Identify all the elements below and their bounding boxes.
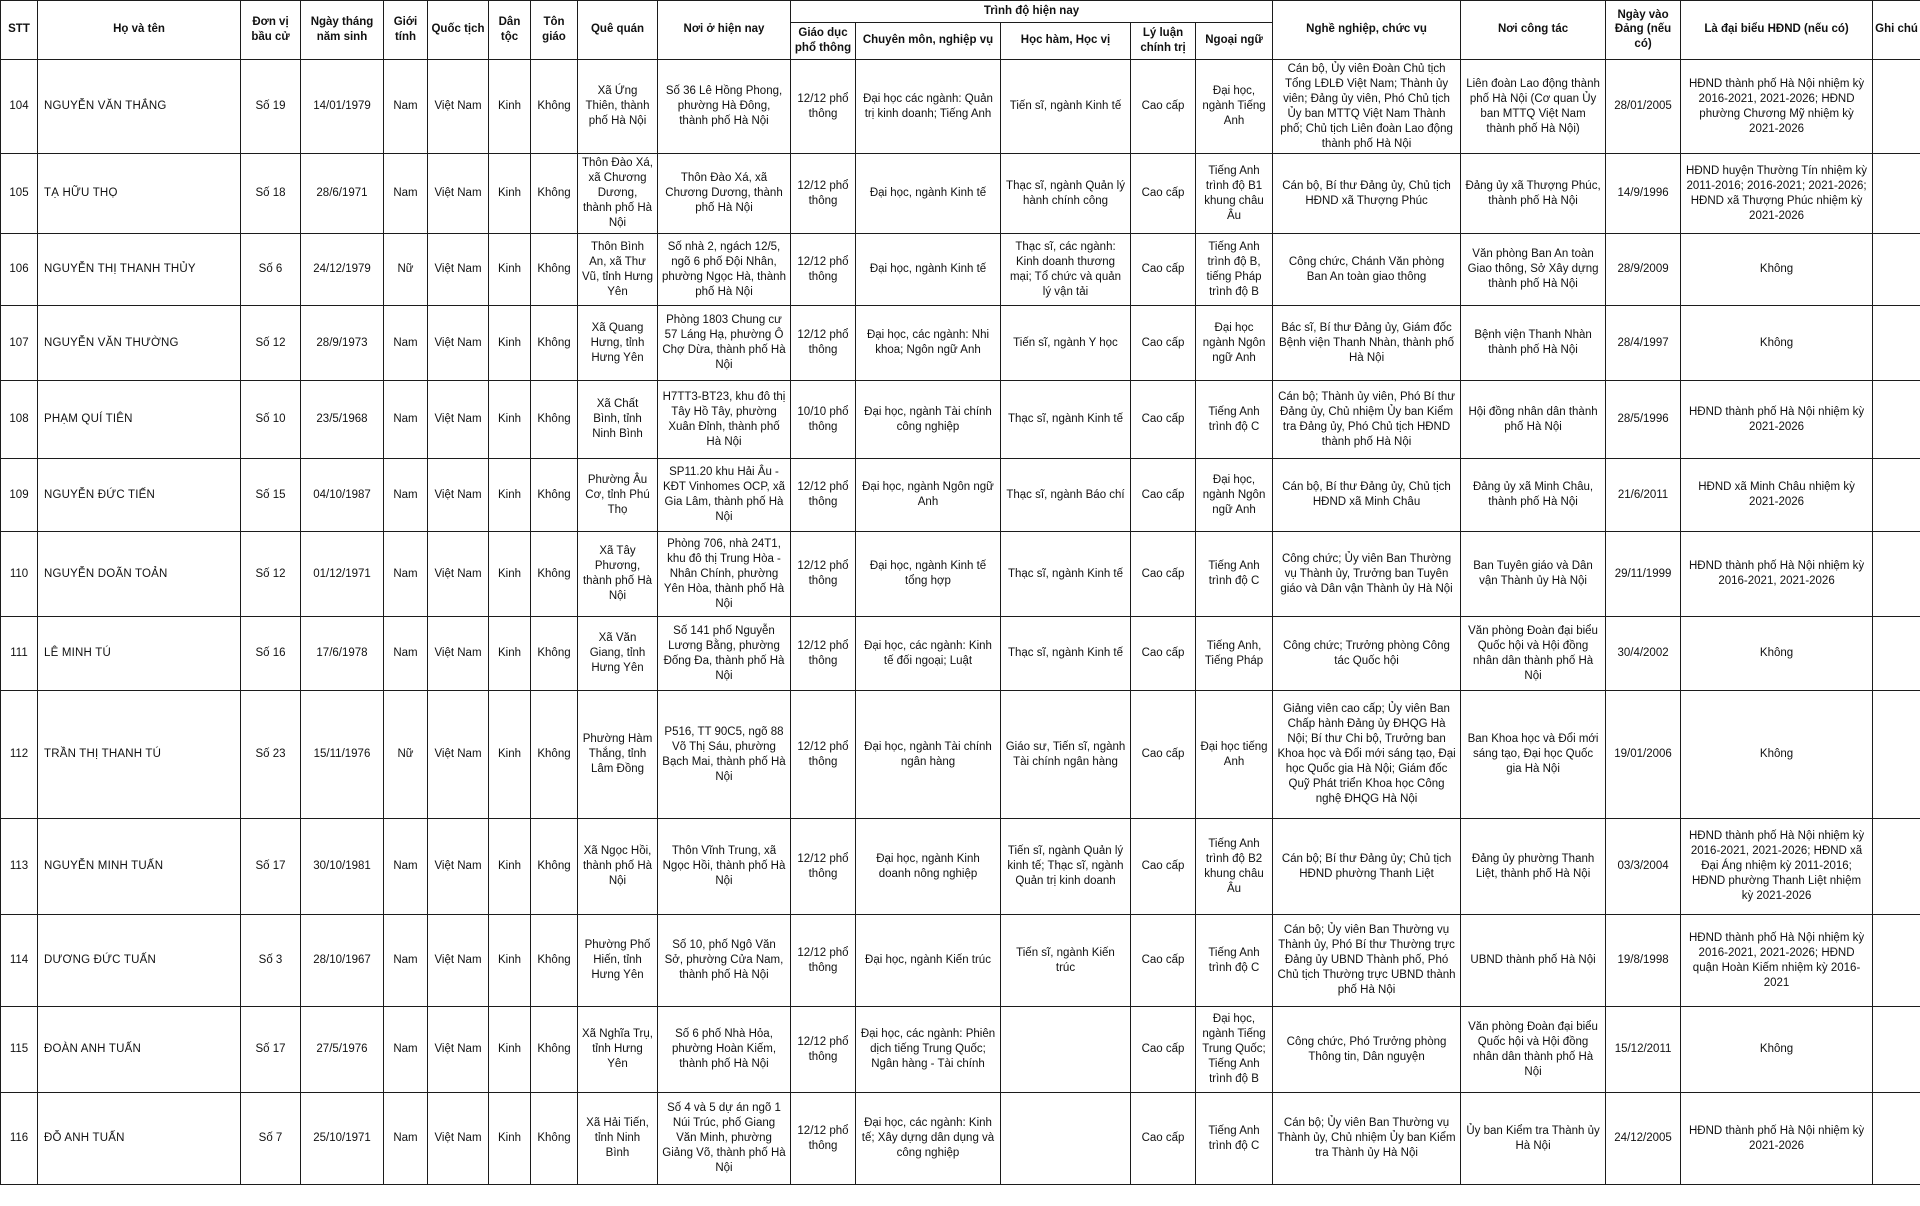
table-cell: Công chức, Chánh Văn phòng Ban An toàn giao thông: [1273, 234, 1461, 306]
table-cell: HĐND thành phố Hà Nội nhiệm kỳ 2016-2021, 2021-2026; HĐND xã Đại Áng nhiệm kỳ 2011-2016; HĐND phường Thanh Liệt nhiệm kỳ 2021-2026: [1681, 819, 1873, 915]
table-cell: Nam: [384, 381, 428, 459]
table-cell: 12/12 phổ thông: [791, 691, 856, 819]
table-cell: Số nhà 2, ngách 12/5, ngõ 6 phố Đội Nhân, phường Ngọc Hà, thành phố Hà Nội: [658, 234, 791, 306]
table-cell: Cao cấp: [1131, 691, 1196, 819]
table-cell: Giảng viên cao cấp; Ủy viên Ban Chấp hành Đảng ủy ĐHQG Hà Nội; Bí thư Chi bộ, Trưởng ban Khoa học và Đổi mới sáng tạo, Đại học Quốc gia Hà Nội; Giám đốc Quỹ Phát triển Khoa học Công nghệ ĐHQG Hà Nội: [1273, 691, 1461, 819]
table-cell: Việt Nam: [428, 532, 489, 617]
table-cell: Cao cấp: [1131, 381, 1196, 459]
table-cell: Xã Nghĩa Trụ, tỉnh Hưng Yên: [578, 1007, 658, 1093]
table-cell: 111: [1, 617, 38, 691]
table-cell: Xã Văn Giang, tỉnh Hưng Yên: [578, 617, 658, 691]
table-cell: Việt Nam: [428, 915, 489, 1007]
table-cell: Số 141 phố Nguyễn Lương Bằng, phường Đống Đa, thành phố Hà Nội: [658, 617, 791, 691]
table-cell: [1873, 1007, 1920, 1093]
col-header-stt: STT: [1, 1, 38, 60]
table-cell: Việt Nam: [428, 617, 489, 691]
table-cell: 113: [1, 819, 38, 915]
table-cell: 27/5/1976: [301, 1007, 384, 1093]
table-cell: 12/12 phổ thông: [791, 1007, 856, 1093]
table-cell: Số 12: [241, 306, 301, 381]
table-cell: 12/12 phổ thông: [791, 819, 856, 915]
table-cell: Ban Khoa học và Đổi mới sáng tạo, Đại học Quốc gia Hà Nội: [1461, 691, 1606, 819]
table-cell: Cán bộ; Thành ủy viên, Phó Bí thư Đảng ủy, Chủ nhiệm Ủy ban Kiểm tra Đảng ủy, Phó Chủ tịch HĐND thành phố Hà Nội: [1273, 381, 1461, 459]
table-cell: Đảng ủy xã Minh Châu, thành phố Hà Nội: [1461, 459, 1606, 532]
table-cell: Thôn Vĩnh Trung, xã Ngọc Hồi, thành phố Hà Nội: [658, 819, 791, 915]
table-cell: Đại học tiếng Anh: [1196, 691, 1273, 819]
table-cell: Thạc sĩ, ngành Quản lý hành chính công: [1001, 154, 1131, 234]
table-cell: 108: [1, 381, 38, 459]
table-cell: [1873, 154, 1920, 234]
table-cell: Số 7: [241, 1093, 301, 1185]
table-cell: Kinh: [489, 1007, 531, 1093]
table-cell: 17/6/1978: [301, 617, 384, 691]
table-cell: LÊ MINH TÚ: [38, 617, 241, 691]
table-cell: Đảng ủy xã Thượng Phúc, thành phố Hà Nội: [1461, 154, 1606, 234]
table-cell: 28/01/2005: [1606, 59, 1681, 154]
table-cell: Cao cấp: [1131, 617, 1196, 691]
table-cell: 28/6/1971: [301, 154, 384, 234]
table-cell: Cao cấp: [1131, 154, 1196, 234]
table-cell: NGUYỄN ĐỨC TIẾN: [38, 459, 241, 532]
table-cell: HĐND thành phố Hà Nội nhiệm kỳ 2016-2021, 2021-2026; HĐND quận Hoàn Kiếm nhiệm kỳ 2016-2021: [1681, 915, 1873, 1007]
table-row: [1, 1007, 1920, 1093]
table-cell: 28/9/2009: [1606, 234, 1681, 306]
table-cell: [1873, 691, 1920, 819]
table-cell: NGUYỄN VĂN THẮNG: [38, 59, 241, 154]
table-cell: Kinh: [489, 306, 531, 381]
col-header-quoc-tich: Quốc tịch: [428, 1, 489, 60]
table-cell: Đại học, các ngành: Kinh tế đối ngoại; Luật: [856, 617, 1001, 691]
table-cell: Nam: [384, 617, 428, 691]
table-cell: Số 18: [241, 154, 301, 234]
table-cell: H7TT3-BT23, khu đô thị Tây Hồ Tây, phường Xuân Đỉnh, thành phố Hà Nội: [658, 381, 791, 459]
table-cell: 12/12 phổ thông: [791, 234, 856, 306]
table-cell: 14/9/1996: [1606, 154, 1681, 234]
table-cell: Nữ: [384, 691, 428, 819]
table-cell: Không: [531, 532, 578, 617]
table-cell: Thạc sĩ, ngành Kinh tế: [1001, 617, 1131, 691]
table-cell: UBND thành phố Hà Nội: [1461, 915, 1606, 1007]
table-cell: Không: [531, 381, 578, 459]
table-cell: Giáo sư, Tiến sĩ, ngành Tài chính ngân hàng: [1001, 691, 1131, 819]
table-cell: 114: [1, 915, 38, 1007]
table-cell: Cao cấp: [1131, 1093, 1196, 1185]
table-cell: Không: [1681, 691, 1873, 819]
table-cell: Thạc sĩ, ngành Kinh tế: [1001, 532, 1131, 617]
table-cell: Nam: [384, 532, 428, 617]
table-cell: NGUYỄN MINH TUẤN: [38, 819, 241, 915]
table-cell: SP11.20 khu Hải Âu - KĐT Vinhomes OCP, xã Gia Lâm, thành phố Hà Nội: [658, 459, 791, 532]
table-cell: Cao cấp: [1131, 1007, 1196, 1093]
table-cell: Việt Nam: [428, 381, 489, 459]
table-cell: Nữ: [384, 234, 428, 306]
table-cell: Tiếng Anh trình độ B, tiếng Pháp trình độ B: [1196, 234, 1273, 306]
table-cell: 19/8/1998: [1606, 915, 1681, 1007]
table-cell: Tiến sĩ, ngành Kiến trúc: [1001, 915, 1131, 1007]
table-cell: Đại học, ngành Tiếng Trung Quốc; Tiếng Anh trình độ B: [1196, 1007, 1273, 1093]
table-cell: P516, TT 90C5, ngõ 88 Võ Thị Sáu, phường Bạch Mai, thành phố Hà Nội: [658, 691, 791, 819]
table-cell: 12/12 phổ thông: [791, 617, 856, 691]
table-cell: Xã Ứng Thiên, thành phố Hà Nội: [578, 59, 658, 154]
table-row: [1, 459, 1920, 532]
col-header-ghi-chu: Ghi chú: [1873, 1, 1920, 60]
col-header-noi-cong-tac: Nơi công tác: [1461, 1, 1606, 60]
table-cell: [1001, 1093, 1131, 1185]
table-cell: 12/12 phổ thông: [791, 1093, 856, 1185]
table-cell: Không: [531, 234, 578, 306]
table-cell: 14/01/1979: [301, 59, 384, 154]
table-cell: 110: [1, 532, 38, 617]
table-cell: Đại học, các ngành: Kinh tế; Xây dựng dân dụng và công nghiệp: [856, 1093, 1001, 1185]
table-cell: 15/12/2011: [1606, 1007, 1681, 1093]
table-cell: Đại học, ngành Kinh tế: [856, 234, 1001, 306]
table-cell: Tiếng Anh trình độ C: [1196, 1093, 1273, 1185]
table-cell: Liên đoàn Lao động thành phố Hà Nội (Cơ quan Ủy ban MTTQ Việt Nam thành phố Hà Nội): [1461, 59, 1606, 154]
table-cell: Không: [531, 459, 578, 532]
table-cell: Số 10, phố Ngô Văn Sở, phường Cửa Nam, thành phố Hà Nội: [658, 915, 791, 1007]
table-cell: 04/10/1987: [301, 459, 384, 532]
table-cell: Không: [1681, 617, 1873, 691]
table-cell: Nam: [384, 59, 428, 154]
table-cell: TRẦN THỊ THANH TÚ: [38, 691, 241, 819]
table-cell: NGUYỄN DOÃN TOẢN: [38, 532, 241, 617]
table-cell: Số 16: [241, 617, 301, 691]
table-cell: Đại học, ngành Kinh tế tổng hợp: [856, 532, 1001, 617]
table-cell: Cán bộ, Ủy viên Đoàn Chủ tịch Tổng LĐLĐ Việt Nam; Thành ủy viên; Đảng ủy viên, Phó Chủ tịch Ủy ban MTTQ Việt Nam Thành phố; Chủ tịch Liên đoàn Lao động thành phố Hà Nội: [1273, 59, 1461, 154]
table-cell: Kinh: [489, 691, 531, 819]
table-body: [1, 59, 1920, 1184]
table-cell: Số 4 và 5 dự án ngõ 1 Núi Trúc, phố Giang Văn Minh, phường Giảng Võ, thành phố Hà Nội: [658, 1093, 791, 1185]
table-cell: Cán bộ, Bí thư Đảng ủy, Chủ tịch HĐND xã Thượng Phúc: [1273, 154, 1461, 234]
table-cell: Nam: [384, 819, 428, 915]
table-cell: Đại học, ngành Tiếng Anh: [1196, 59, 1273, 154]
table-cell: 12/12 phổ thông: [791, 459, 856, 532]
table-cell: Đại học, ngành Ngôn ngữ Anh: [856, 459, 1001, 532]
table-cell: Kinh: [489, 459, 531, 532]
table-row: [1, 1093, 1920, 1185]
table-cell: Không: [531, 1007, 578, 1093]
col-header-nghe-nghiep: Nghề nghiệp, chức vụ: [1273, 1, 1461, 60]
table-cell: Kinh: [489, 819, 531, 915]
table-cell: 107: [1, 306, 38, 381]
table-cell: HĐND thành phố Hà Nội nhiệm kỳ 2016-2021, 2021-2026: [1681, 532, 1873, 617]
table-cell: Kinh: [489, 154, 531, 234]
table-cell: HĐND thành phố Hà Nội nhiệm kỳ 2021-2026: [1681, 381, 1873, 459]
table-cell: Nam: [384, 1007, 428, 1093]
table-cell: Bác sĩ, Bí thư Đảng ủy, Giám đốc Bệnh viện Thanh Nhàn, thành phố Hà Nội: [1273, 306, 1461, 381]
col-header-gioi-tinh: Giới tính: [384, 1, 428, 60]
table-cell: Ủy ban Kiểm tra Thành ủy Hà Nội: [1461, 1093, 1606, 1185]
table-cell: Tiếng Anh trình độ C: [1196, 532, 1273, 617]
table-cell: Số 15: [241, 459, 301, 532]
table-cell: [1873, 59, 1920, 154]
table-cell: [1873, 306, 1920, 381]
table-cell: Số 3: [241, 915, 301, 1007]
table-cell: Xã Quang Hưng, tỉnh Hưng Yên: [578, 306, 658, 381]
table-cell: Cao cấp: [1131, 59, 1196, 154]
table-row: [1, 234, 1920, 306]
table-cell: Kinh: [489, 234, 531, 306]
table-cell: 104: [1, 59, 38, 154]
table-cell: Công chức, Phó Trưởng phòng Thông tin, Dân nguyện: [1273, 1007, 1461, 1093]
table-cell: Đảng ủy phường Thanh Liệt, thành phố Hà Nội: [1461, 819, 1606, 915]
table-cell: Tiếng Anh trình độ B2 khung châu Âu: [1196, 819, 1273, 915]
table-cell: Nam: [384, 306, 428, 381]
table-cell: Việt Nam: [428, 459, 489, 532]
table-header: [1, 1, 1920, 60]
table-cell: Cao cấp: [1131, 915, 1196, 1007]
table-cell: Việt Nam: [428, 819, 489, 915]
table-cell: Không: [531, 691, 578, 819]
table-cell: [1873, 532, 1920, 617]
table-cell: 109: [1, 459, 38, 532]
col-header-noi-o: Nơi ở hiện nay: [658, 1, 791, 60]
table-cell: Số 23: [241, 691, 301, 819]
table-cell: Nam: [384, 154, 428, 234]
table-cell: Phòng 1803 Chung cư 57 Láng Hạ, phường Ô Chợ Dừa, thành phố Hà Nội: [658, 306, 791, 381]
table-cell: Văn phòng Đoàn đại biểu Quốc hội và Hội đồng nhân dân thành phố Hà Nội: [1461, 1007, 1606, 1093]
col-header-ngay-sinh: Ngày tháng năm sinh: [301, 1, 384, 60]
table-cell: Số 19: [241, 59, 301, 154]
table-cell: 29/11/1999: [1606, 532, 1681, 617]
table-cell: Cán bộ; Ủy viên Ban Thường vụ Thành ủy, Phó Bí thư Thường trực Đảng ủy UBND Thành phố, Phó Chủ tịch Thường trực UBND thành phố Hà Nội: [1273, 915, 1461, 1007]
table-cell: 10/10 phổ thông: [791, 381, 856, 459]
table-cell: Cán bộ; Bí thư Đảng ủy; Chủ tịch HĐND phường Thanh Liệt: [1273, 819, 1461, 915]
table-cell: Phường Phố Hiến, tỉnh Hưng Yên: [578, 915, 658, 1007]
table-cell: Số 6 phố Nhà Hỏa, phường Hoàn Kiếm, thành phố Hà Nội: [658, 1007, 791, 1093]
table-cell: Xã Tây Phương, thành phố Hà Nội: [578, 532, 658, 617]
table-row: [1, 154, 1920, 234]
table-cell: Tiếng Anh trình độ B1 khung châu Âu: [1196, 154, 1273, 234]
table-cell: Thôn Đào Xá, xã Chương Dương, thành phố Hà Nội: [578, 154, 658, 234]
table-cell: NGUYỄN VĂN THƯỜNG: [38, 306, 241, 381]
table-cell: Xã Chất Bình, tỉnh Ninh Bình: [578, 381, 658, 459]
col-header-ho-va-ten: Họ và tên: [38, 1, 241, 60]
table-cell: Phường Hàm Thắng, tỉnh Lâm Đồng: [578, 691, 658, 819]
table-cell: Cán bộ, Bí thư Đảng ủy, Chủ tịch HĐND xã Minh Châu: [1273, 459, 1461, 532]
col-header-dan-toc: Dân tộc: [489, 1, 531, 60]
table-cell: TẠ HỮU THỌ: [38, 154, 241, 234]
table-cell: Số 10: [241, 381, 301, 459]
table-cell: 112: [1, 691, 38, 819]
table-cell: Cao cấp: [1131, 819, 1196, 915]
col-header-ngay-vao-dang: Ngày vào Đảng (nếu có): [1606, 1, 1681, 60]
table-cell: 24/12/1979: [301, 234, 384, 306]
table-cell: Xã Hải Tiến, tỉnh Ninh Bình: [578, 1093, 658, 1185]
table-cell: Đại học, các ngành: Nhi khoa; Ngôn ngữ Anh: [856, 306, 1001, 381]
table-cell: Số 17: [241, 819, 301, 915]
table-cell: 28/4/1997: [1606, 306, 1681, 381]
table-cell: Thạc sĩ, ngành Kinh tế: [1001, 381, 1131, 459]
table-cell: 12/12 phổ thông: [791, 59, 856, 154]
table-cell: Đại học, ngành Kiến trúc: [856, 915, 1001, 1007]
table-cell: 105: [1, 154, 38, 234]
table-cell: Thôn Đào Xá, xã Chương Dương, thành phố Hà Nội: [658, 154, 791, 234]
table-cell: Việt Nam: [428, 306, 489, 381]
table-cell: Kinh: [489, 59, 531, 154]
table-cell: 28/10/1967: [301, 915, 384, 1007]
table-cell: Tiếng Anh trình độ C: [1196, 381, 1273, 459]
table-cell: Không: [531, 915, 578, 1007]
table-cell: Văn phòng Đoàn đại biểu Quốc hội và Hội đồng nhân dân thành phố Hà Nội: [1461, 617, 1606, 691]
table-cell: Cao cấp: [1131, 532, 1196, 617]
table-cell: Không: [1681, 306, 1873, 381]
table-cell: Không: [1681, 1007, 1873, 1093]
col-header-chuyen-mon: Chuyên môn, nghiệp vụ: [856, 22, 1001, 59]
table-cell: Thạc sĩ, các ngành: Kinh doanh thương mại; Tổ chức và quản lý vận tải: [1001, 234, 1131, 306]
table-cell: 115: [1, 1007, 38, 1093]
table-cell: Hội đồng nhân dân thành phố Hà Nội: [1461, 381, 1606, 459]
table-cell: Đại học, ngành Ngôn ngữ Anh: [1196, 459, 1273, 532]
table-cell: 116: [1, 1093, 38, 1185]
col-header-ly-luan-chinh-tri: Lý luận chính trị: [1131, 22, 1196, 59]
table-row: [1, 381, 1920, 459]
table-cell: 28/5/1996: [1606, 381, 1681, 459]
table-row: [1, 691, 1920, 819]
table-cell: [1001, 1007, 1131, 1093]
table-cell: Nam: [384, 459, 428, 532]
table-row: [1, 306, 1920, 381]
table-cell: Công chức; Ủy viên Ban Thường vụ Thành ủy, Trưởng ban Tuyên giáo và Dân vận Thành ủy Hà Nội: [1273, 532, 1461, 617]
table-cell: 15/11/1976: [301, 691, 384, 819]
table-cell: Tiến sĩ, ngành Y học: [1001, 306, 1131, 381]
table-cell: Việt Nam: [428, 234, 489, 306]
table-cell: Không: [531, 59, 578, 154]
table-cell: Không: [1681, 234, 1873, 306]
table-cell: Số 6: [241, 234, 301, 306]
col-header-dai-bieu-hdnd: Là đại biểu HĐND (nếu có): [1681, 1, 1873, 60]
table-cell: Kinh: [489, 617, 531, 691]
table-cell: Văn phòng Ban An toàn Giao thông, Sở Xây dựng thành phố Hà Nội: [1461, 234, 1606, 306]
table-cell: Đại học các ngành: Quản trị kinh doanh; Tiếng Anh: [856, 59, 1001, 154]
table-cell: 23/5/1968: [301, 381, 384, 459]
table-cell: Không: [531, 1093, 578, 1185]
table-cell: Phường Âu Cơ, tỉnh Phú Thọ: [578, 459, 658, 532]
table-cell: [1873, 234, 1920, 306]
table-cell: Số 36 Lê Hồng Phong, phường Hà Đông, thành phố Hà Nội: [658, 59, 791, 154]
table-row: [1, 617, 1920, 691]
table-cell: 12/12 phổ thông: [791, 915, 856, 1007]
table-cell: ĐOÀN ANH TUẤN: [38, 1007, 241, 1093]
table-cell: HĐND xã Minh Châu nhiệm kỳ 2021-2026: [1681, 459, 1873, 532]
table-cell: Việt Nam: [428, 1007, 489, 1093]
table-cell: Kinh: [489, 1093, 531, 1185]
table-cell: Không: [531, 154, 578, 234]
table-cell: Cao cấp: [1131, 234, 1196, 306]
table-cell: Không: [531, 617, 578, 691]
table-cell: Không: [531, 306, 578, 381]
col-header-don-vi-bau-cu: Đơn vị bầu cử: [241, 1, 301, 60]
table-cell: Bệnh viện Thanh Nhàn thành phố Hà Nội: [1461, 306, 1606, 381]
table-cell: Việt Nam: [428, 691, 489, 819]
col-header-hoc-ham-hoc-vi: Học hàm, Học vị: [1001, 22, 1131, 59]
table-cell: Cao cấp: [1131, 306, 1196, 381]
table-cell: 12/12 phổ thông: [791, 532, 856, 617]
col-header-que-quan: Quê quán: [578, 1, 658, 60]
table-cell: Thạc sĩ, ngành Báo chí: [1001, 459, 1131, 532]
col-group-trinh-do-hien-nay: Trình độ hiện nay: [791, 1, 1273, 23]
table-cell: [1873, 1093, 1920, 1185]
table-cell: Xã Ngọc Hồi, thành phố Hà Nội: [578, 819, 658, 915]
table-cell: Cán bộ; Ủy viên Ban Thường vụ Thành ủy, Chủ nhiệm Ủy ban Kiểm tra Thành ủy Hà Nội: [1273, 1093, 1461, 1185]
table-cell: Nam: [384, 1093, 428, 1185]
table-cell: [1873, 915, 1920, 1007]
table-row: [1, 532, 1920, 617]
table-cell: Đại học, ngành Kinh tế: [856, 154, 1001, 234]
table-cell: 24/12/2005: [1606, 1093, 1681, 1185]
table-cell: Đại học, ngành Tài chính công nghiệp: [856, 381, 1001, 459]
table-cell: Đại học ngành Ngôn ngữ Anh: [1196, 306, 1273, 381]
col-header-ngoai-ngu: Ngoại ngữ: [1196, 22, 1273, 59]
table-cell: 12/12 phổ thông: [791, 154, 856, 234]
table-cell: 12/12 phổ thông: [791, 306, 856, 381]
table-cell: Ban Tuyên giáo và Dân vận Thành ủy Hà Nội: [1461, 532, 1606, 617]
table-cell: Tiến sĩ, ngành Quản lý kinh tế; Thạc sĩ, ngành Quản trị kinh doanh: [1001, 819, 1131, 915]
table-cell: Phòng 706, nhà 24T1, khu đô thị Trung Hòa - Nhân Chính, phường Yên Hòa, thành phố Hà Nội: [658, 532, 791, 617]
table-cell: Đại học, ngành Kinh doanh nông nghiệp: [856, 819, 1001, 915]
table-cell: Tiếng Anh, Tiếng Pháp: [1196, 617, 1273, 691]
table-cell: [1873, 819, 1920, 915]
table-cell: Công chức; Trưởng phòng Công tác Quốc hội: [1273, 617, 1461, 691]
col-header-giao-duc-pho-thong: Giáo dục phổ thông: [791, 22, 856, 59]
table-cell: Việt Nam: [428, 59, 489, 154]
table-cell: HĐND thành phố Hà Nội nhiệm kỳ 2016-2021, 2021-2026; HĐND phường Chương Mỹ nhiệm kỳ 2021-2026: [1681, 59, 1873, 154]
table-row: [1, 819, 1920, 915]
table-cell: Thôn Bình An, xã Thư Vũ, tỉnh Hưng Yên: [578, 234, 658, 306]
table-cell: Việt Nam: [428, 154, 489, 234]
table-cell: 03/3/2004: [1606, 819, 1681, 915]
table-cell: 19/01/2006: [1606, 691, 1681, 819]
table-cell: Nam: [384, 915, 428, 1007]
table-cell: HĐND thành phố Hà Nội nhiệm kỳ 2021-2026: [1681, 1093, 1873, 1185]
table-cell: 21/6/2011: [1606, 459, 1681, 532]
table-cell: Kinh: [489, 532, 531, 617]
table-cell: Tiến sĩ, ngành Kinh tế: [1001, 59, 1131, 154]
table-cell: PHẠM QUÍ TIÊN: [38, 381, 241, 459]
table-cell: Kinh: [489, 915, 531, 1007]
table-row: [1, 915, 1920, 1007]
table-cell: Việt Nam: [428, 1093, 489, 1185]
table-cell: Đại học, các ngành: Phiên dịch tiếng Trung Quốc; Ngân hàng - Tài chính: [856, 1007, 1001, 1093]
table-cell: 25/10/1971: [301, 1093, 384, 1185]
table-cell: ĐỖ ANH TUẤN: [38, 1093, 241, 1185]
table-cell: [1873, 459, 1920, 532]
table-cell: Số 17: [241, 1007, 301, 1093]
table-cell: 30/4/2002: [1606, 617, 1681, 691]
table-cell: 28/9/1973: [301, 306, 384, 381]
table-cell: [1873, 381, 1920, 459]
table-cell: Cao cấp: [1131, 459, 1196, 532]
table-cell: [1873, 617, 1920, 691]
table-cell: DƯƠNG ĐỨC TUẤN: [38, 915, 241, 1007]
table-cell: 30/10/1981: [301, 819, 384, 915]
table-cell: NGUYỄN THỊ THANH THỦY: [38, 234, 241, 306]
table-cell: 106: [1, 234, 38, 306]
table-cell: 01/12/1971: [301, 532, 384, 617]
table-cell: Đại học, ngành Tài chính ngân hàng: [856, 691, 1001, 819]
col-header-ton-giao: Tôn giáo: [531, 1, 578, 60]
table-row: [1, 59, 1920, 154]
table-cell: Không: [531, 819, 578, 915]
table-cell: Tiếng Anh trình độ C: [1196, 915, 1273, 1007]
table-cell: Kinh: [489, 381, 531, 459]
table-cell: Số 12: [241, 532, 301, 617]
table-cell: HĐND huyện Thường Tín nhiệm kỳ 2011-2016; 2016-2021; 2021-2026; HĐND xã Thượng Phúc nhiệm kỳ 2021-2026: [1681, 154, 1873, 234]
